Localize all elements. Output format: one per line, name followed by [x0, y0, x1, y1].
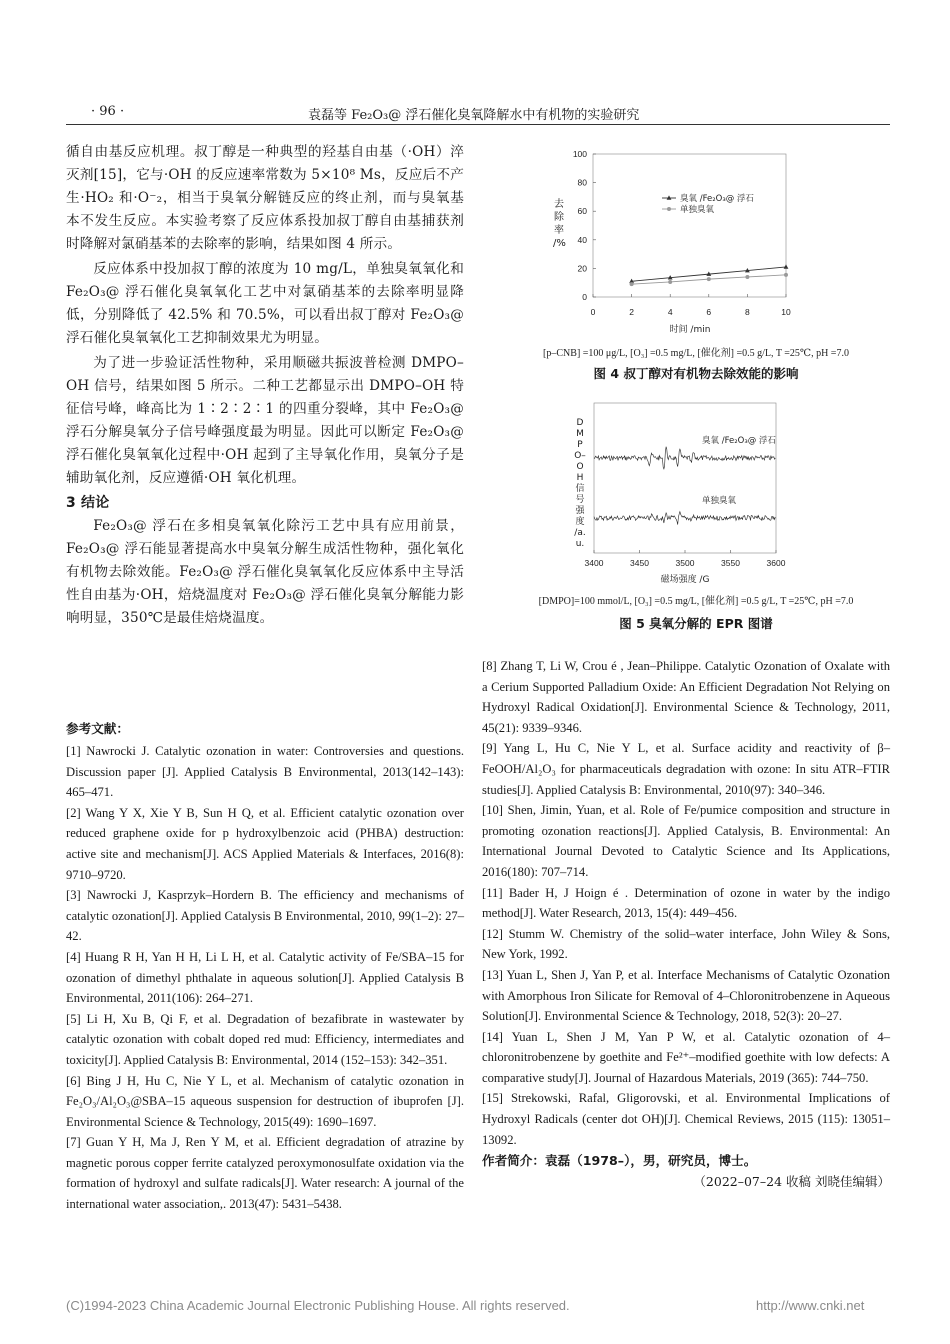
reference-item: [6] Bing J H, Hu C, Nie Y L, et al. Mechanism of catalytic ozonation in Fe₂O₃/Al₂O₃@SBA–15 aqueous suspension for destruction of ibuprofen [J]. Environmental Science & Technology, 2015(49): 1690–1697.: [66, 1073, 464, 1129]
series-labels: [702, 435, 776, 506]
x-axis-label: 磁场强度 /G: [660, 575, 710, 585]
series-group: [629, 264, 788, 286]
x-tick-label: 3400: [584, 558, 604, 568]
footer-copyright: (C)1994-2023 China Academic Journal Electronic Publishing House. All rights reserved.: [66, 1298, 570, 1313]
plot-frame: [594, 403, 776, 553]
epr-spectrum: [594, 447, 775, 469]
legend-label: 臭氧 /Fe₂O₃@ 浮石: [680, 194, 754, 204]
y-tick-label: 40: [577, 234, 587, 245]
author-bio: 作者简介：袁磊（1978–），男，研究员，博士。: [482, 1153, 757, 1169]
data-point: [707, 277, 711, 281]
footer-url: http://www.cnki.net: [756, 1298, 865, 1313]
x-tick-label: 3500: [675, 558, 695, 568]
y-tick-label: 0: [582, 292, 587, 302]
x-tick-label: 10: [781, 307, 791, 317]
x-tick-label: 3450: [630, 558, 649, 568]
reference-item: [15] Strekowski, Rafal, Gligorovski, et al. Environmental Implications of Hydroxyl Radicals (center dot OH)[J]. Chemical Reviews, 2015 (115): 13051–13092.: [482, 1091, 890, 1147]
paragraph-2: 反应体系中投加叔丁醇的浓度为 10 mg/L，单独臭氧氧化和 Fe₂O₃@ 浮石催化臭氧氧化工艺中对氯硝基苯的去除率明显降低，分别降低了 42.5% 和 70.5%，可以看出叔丁醇对 Fe₂O₃@ 浮石催化臭氧氧化工艺抑制效果尤为明显。: [66, 261, 464, 346]
y-tick-label: 100: [572, 149, 587, 159]
figure-4-conditions: [p–CNB] =100 μg/L, [O₃] =0.5 mg/L, [催化剂] =0.5 g/L, T =25℃, pH =7.0: [543, 348, 849, 359]
paragraph-4: Fe₂O₃@ 浮石在多相臭氧氧化除污工艺中具有应用前景，Fe₂O₃@ 浮石能显著提高水中臭氧分解生成活性物种，强化氧化有机物去除效能。Fe₂O₃@ 浮石催化臭氧氧化反应体系中主导活性自由基为·OH，焙烧温度对 Fe₂O₃@ 浮石催化臭氧分解能力影响明显，350℃是最佳焙烧温度。: [66, 518, 464, 626]
references-right: [482, 656, 890, 1192]
reference-item: [5] Li H, Xu B, Qi F, et al. Degradation of bezafibrate in wastewater by catalytic ozonation with cobalt doped red mud: Efficiency, intermediates and toxicity[J]. Applied Catalysis B: Environmental, 2014 (152–153): 342–351.: [66, 1011, 464, 1067]
reference-item: [10] Shen, Jimin, Yuan, et al. Role of Fe/pumice composition and structure in promoting ozonation reactions[J]. Applied Catalysis, B. Environmental: An International Journal Devoted to Catalytic Science and Its Applications, 2016(180): 707–714.: [482, 803, 890, 879]
data-point: [630, 282, 634, 286]
x-axis-label: 时间 /min: [669, 325, 711, 335]
series-label: 臭氧 /Fe₂O₃@ 浮石: [702, 436, 776, 446]
figure-5-chart: [568, 400, 808, 590]
legend: [662, 193, 754, 215]
data-point: [784, 264, 789, 268]
running-title: 袁磊等 Fe₂O₃@ 浮石催化臭氧降解水中有机物的实验研究: [308, 108, 640, 123]
y-axis-label: 去除率 /%: [553, 199, 566, 249]
legend-marker: [667, 207, 671, 211]
x-tick-label: 4: [667, 307, 673, 317]
figure-4-chart: [540, 142, 800, 342]
axes: [573, 149, 791, 317]
reference-item: [8] Zhang T, Li W, Crou é , Jean–Philippe. Catalytic Ozonation of Oxalate with a Cerium Supported Palladium Oxide: An Efficient Degradation Not Relying on Hydroxyl Radical Oxidation[J]. Environmental Science & Technology, 2011, 45(21): 9339–9346.: [482, 659, 890, 735]
page-number: · 96 ·: [91, 104, 125, 119]
y-axis-label-epr: DMPO–OH 信号强度 /a.u.: [574, 418, 586, 549]
left-body: [66, 141, 464, 630]
received-note: （2022–07–24 收稿 刘晓佳编辑）: [693, 1173, 890, 1189]
data-point: [784, 273, 788, 277]
reference-item: [7] Guan Y H, Ma J, Ren Y M, et al. Efficient degradation of atrazine by magnetic porous copper ferrite catalyzed peroxymonosulfate oxidation via the formation of hydroxyl and sulfate radicals[J]. Water research: A journal of the international water association,. 2013(47): 5431–5438.: [66, 1135, 464, 1212]
x-tick-label: 3550: [721, 558, 740, 568]
reference-item: [4] Huang R H, Yan H H, Li L H, et al. Catalytic activity of Fe/SBA–15 for ozonation of dimethyl phthalate in aqueous solution[J]. Applied Catalysis B Environmental, 2011(106): 264–271.: [66, 949, 464, 1006]
x-tick-label: 2: [629, 307, 634, 317]
reference-item: [9] Yang L, Hu C, Nie Y L, et al. Surface acidity and reactivity of β–FeOOH/Al₂O₃ for pharmaceuticals degradation with ozone: In situ ATR–FTIR studies[J]. Applied Catalysis B: Environmental, 2010(97): 340–346.: [482, 741, 890, 797]
x-tick-label: 6: [706, 307, 712, 317]
reference-item: [13] Yuan L, Shen J, Yan P, et al. Interface Mechanisms of Catalytic Ozonation with Amorphous Iron Silicate for Removal of 4–Chloronitrobenzene in Aqueous Solution[J]. Environmental Science & Technology, 2018, 52(3): 20–27.: [482, 967, 890, 1024]
reference-item: [1] Nawrocki J. Catalytic ozonation in water: Controversies and questions. Discussion paper [J]. Applied Catalysis B Environmental, 2013(142–143): 465–471.: [66, 744, 464, 800]
paragraph-3: 为了进一步验证活性物种，采用顺磁共振波普检测 DMPO–OH 信号，结果如图 5 所示。二种工艺都显示出 DMPO–OH 特征信号峰，峰高比为 1∶2∶2∶1 的四重分裂峰，其中 Fe₂O₃@ 浮石分解臭氧分子信号峰强度最为明显。因此可以断定 Fe₂O₃@ 浮石催化臭氧氧化过程中·OH 起到了主导氧化作用，臭氧分子是辅助氧化剂，反应遵循·OH 氧化机理。: [66, 355, 464, 486]
figure-5-conditions: [DMPO]=100 mmol/L, [O₃] =0.5 mg/L, [催化剂] =0.5 g/L, T =25℃, pH =7.0: [538, 596, 854, 607]
reference-item: [14] Yuan L, Shen J M, Yan P W, et al. Catalytic ozonation of 4–chloronitrobenzene by goethite and Fe²⁺–modified goethite with low defects: A comparative study[J]. Journal of Hazardous Materials, 2019 (365): 744–750.: [482, 1029, 890, 1085]
x-tick-label: 3600: [766, 558, 786, 568]
y-tick-label: 80: [577, 177, 587, 188]
series-label: 单独臭氧: [702, 496, 737, 506]
data-point: [745, 275, 749, 279]
reference-item: [11] Bader H, J Hoign é . Determination of ozone in water by the indigo method[J]. Water Research, 2013, 15(4): 449–456.: [482, 885, 890, 921]
reference-item: [3] Nawrocki J, Kasprzyk–Hordern B. The efficiency and mechanisms of catalytic ozonation[J]. Applied Catalysis B Environmental, 2010, 99(1–2): 27–42.: [66, 888, 464, 944]
references-title: 参考文献：: [66, 721, 129, 736]
figure-5-caption: 图 5 臭氧分解的 EPR 图谱: [619, 616, 773, 631]
paragraph-1: 循自由基反应机理。叔丁醇是一种典型的羟基自由基（·OH）淬灭剂[15]，它与·OH 的反应速率常数为 5×10⁸ Ms，反应后不产生·HO₂ 和·O⁻₂，相当于臭氧分解链反应的终止剂，而与臭氧基本不发生反应。本实验考察了反应体系投加叔丁醇自由基捕获剂时降解对氯硝基苯的去除率的影响，结果如图 4 所示。: [66, 144, 464, 252]
y-tick-label: 60: [577, 206, 587, 217]
y-tick-label: 20: [577, 263, 587, 274]
x-tick-label: 0: [590, 307, 596, 317]
reference-item: [2] Wang Y X, Xie Y B, Sun H Q, et al. Efficient catalytic ozonation over reduced graphene oxide for p hydroxylbenzoic acid (PHBA) destruction: active site and mechanism[J]. ACS Applied Materials & Interfaces, 2016(8): 9710–9720.: [66, 805, 464, 882]
data-point: [668, 280, 672, 284]
reference-item: [12] Stumm W. Chemistry of the solid–water interface, John Wiley & Sons, New York, 1992.: [482, 926, 890, 962]
legend-label: 单独臭氧: [680, 205, 715, 215]
header-rule: [66, 124, 890, 125]
epr-spectrum: [594, 512, 775, 525]
references-left: [66, 718, 464, 1215]
section-title: 3 结论: [66, 495, 110, 511]
figure-4-caption: 图 4 叔丁醇对有机物去除效能的影响: [593, 366, 799, 381]
x-tick-label: 8: [745, 307, 750, 317]
series-group: [594, 447, 775, 525]
